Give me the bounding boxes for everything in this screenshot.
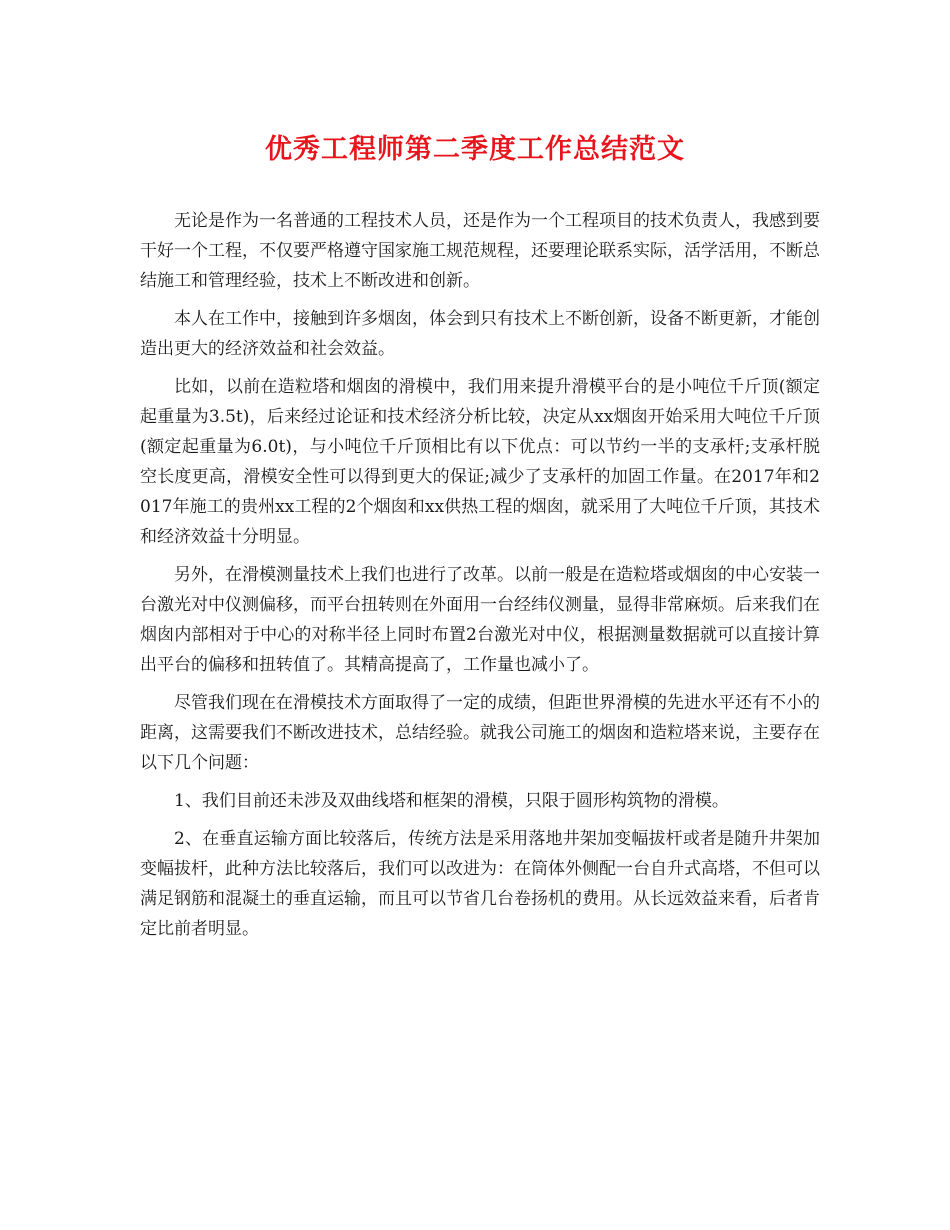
paragraph-2: 本人在工作中，接触到许多烟囱，体会到只有技术上不断创新，设备不断更新，才能创造出更大的经济效益和社会效益。	[140, 309, 820, 359]
document-title: 优秀工程师第二季度工作总结范文	[265, 134, 685, 165]
paragraph-6: 1、我们目前还未涉及双曲线塔和框架的滑模，只限于圆形构筑物的滑模。	[174, 791, 729, 811]
paragraph-7: 2、在垂直运输方面比较落后，传统方法是采用落地井架加变幅拔杆或者是随升井架加变幅拔杆，此种方法比较落后，我们可以改进为：在筒体外侧配一台自升式高塔，不但可以满足钢筋和混凝土的垂直运输，而且可以节省几台卷扬机的费用。从长远效益来看，后者肯定比前者明显。	[140, 829, 820, 939]
document-body	[140, 206, 820, 952]
paragraph-3: 比如，以前在造粒塔和烟囱的滑模中，我们用来提升滑模平台的是小吨位千斤顶(额定起重量为3.5t)，后来经过论证和技术经济分析比较，决定从xx烟囱开始采用大吨位千斤顶(额定起重量为6.0t)，与小吨位千斤顶相比有以下优点：可以节约一半的支承杆;支承杆脱空长度更高，滑模安全性可以得到更大的保证;减少了支承杆的加固工作量。在2017年和2017年施工的贵州xx工程的2个烟囱和xx供热工程的烟囱，就采用了大吨位千斤顶，其技术和经济效益十分明显。	[140, 377, 820, 547]
paragraph-4: 另外，在滑模测量技术上我们也进行了改革。以前一般是在造粒塔或烟囱的中心安装一台激光对中仪测偏移，而平台扭转则在外面用一台经纬仪测量，显得非常麻烦。后来我们在烟囱内部相对于中心的对称半径上同时布置2台激光对中仪，根据测量数据就可以直接计算出平台的偏移和扭转值了。其精高提高了，工作量也减小了。	[140, 565, 820, 675]
paragraph-1: 无论是作为一名普通的工程技术人员，还是作为一个工程项目的技术负责人，我感到要干好一个工程，不仅要严格遵守国家施工规范规程，还要理论联系实际，活学活用，不断总结施工和管理经验，技术上不断改进和创新。	[140, 211, 820, 291]
paragraph-5: 尽管我们现在在滑模技术方面取得了一定的成绩，但距世界滑模的先进水平还有不小的距离，这需要我们不断改进技术，总结经验。就我公司施工的烟囱和造粒塔来说，主要存在以下几个问题：	[140, 693, 820, 773]
